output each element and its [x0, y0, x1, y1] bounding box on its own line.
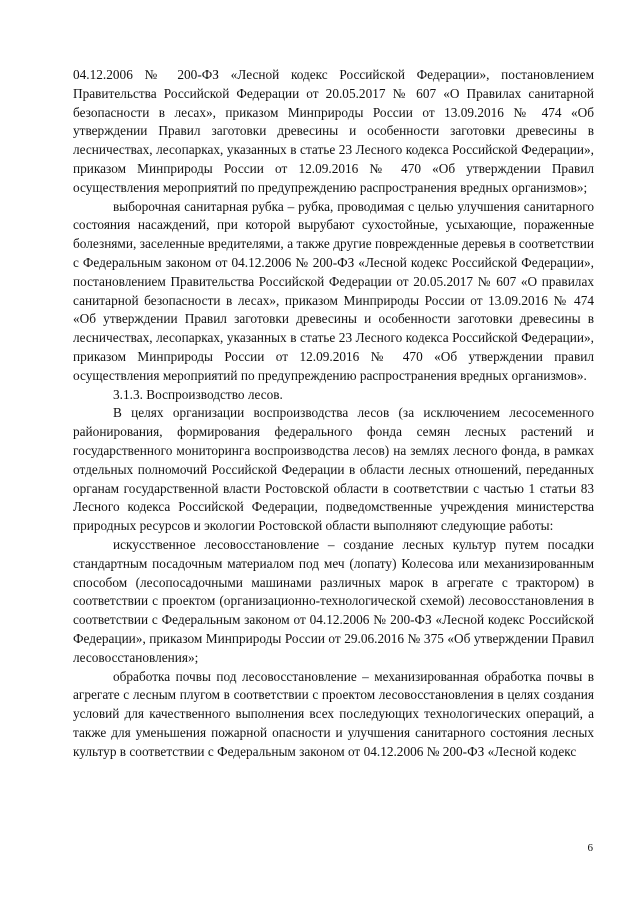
paragraph-2: выборочная санитарная рубка – рубка, проводимая с целью улучшения санитарного состояния насаждений, при которой вырубают сухостойные, усыхающие, пораженные болезнями, заселенные вредителями, а также другие поврежденные деревья в соответствии с Федеральным законом от 04.12.2006 № 200-ФЗ «Лесной кодекс Российской Федерации», постановлением Правительства Российской Федерации от 20.05.2017 № 607 «О правилах санитарной безопасности в лесах», приказом Минприроды России от 13.09.2016 № 474 «Об утверждении Правил заготовки древесины и особенности заготовки древесины в лесничествах, лесопарках, указанных в статье 23 Лесного кодекса Российской Федерации», приказом Минприроды России от 12.09.2016 № 470 «Об утверждении правил осуществления мероприятий по предупреждению распространения вредных организмов». [73, 198, 594, 383]
paragraph-1: 04.12.2006 № 200-ФЗ «Лесной кодекс Российской Федерации», постановлением Правительства Российской Федерации от 20.05.2017 № 607 «О Правилах санитарной безопасности в лесах», приказом Минприроды России от 13.09.2016 № 474 «Об утверждении Правил заготовки древесины и особенности заготовки древесины в лесничествах, лесопарках, указанных в статье 23 Лесного кодекса Российской Федерации», приказом Минприроды России от 12.09.2016 № 470 «Об утверждении Правил осуществления мероприятий по предупреждению распространения вредных организмов»; [73, 67, 594, 195]
paragraph-6: обработка почвы под лесовосстановление – механизированная обработка почвы в агрегате с лесным плугом в соответствии с проектом лесовосстановления в целях создания условий для качественного выполнения всех последующих технологических операций, а также для уменьшения пожарной опасности и улучшения санитарного состояния лесных культур в соответствии с Федеральным законом от 04.12.2006 № 200-ФЗ «Лесной кодекс [73, 668, 594, 759]
paragraph-3-section-heading: 3.1.3. Воспроизводство лесов. [113, 386, 283, 402]
paragraph-5: искусственное лесовосстановление – создание лесных культур путем посадки стандартным посадочным материалом под меч (лопату) Колесова или механизированным способом (лесопосадочными машинами различных марок в агрегате с трактором) в соответствии с проектом (организационно-технологической схемой) лесовосстановления в соответствии с Федеральным законом от 04.12.2006 № 200-ФЗ «Лесной кодекс Российской Федерации», приказом Минприроды России от 29.06.2016 № 375 «Об утверждении Правил лесовосстановления»; [73, 536, 594, 665]
page-number: 6 [587, 842, 593, 854]
document-body [73, 66, 594, 761]
paragraph-4: В целях организации воспроизводства лесов (за исключением лесосеменного районирования, формирования федерального фонда семян лесных растений и государственного мониторинга воспроизводства лесов) на землях лесного фонда, в рамках отдельных полномочий Российской Федерации в области лесных отношений, переданных органам государственной власти Ростовской области в соответствии с частью 1 статьи 83 Лесного кодекса Российской Федерации, подведомственные учреждения министерства природных ресурсов и экологии Ростовской области выполняют следующие работы: [73, 405, 594, 534]
